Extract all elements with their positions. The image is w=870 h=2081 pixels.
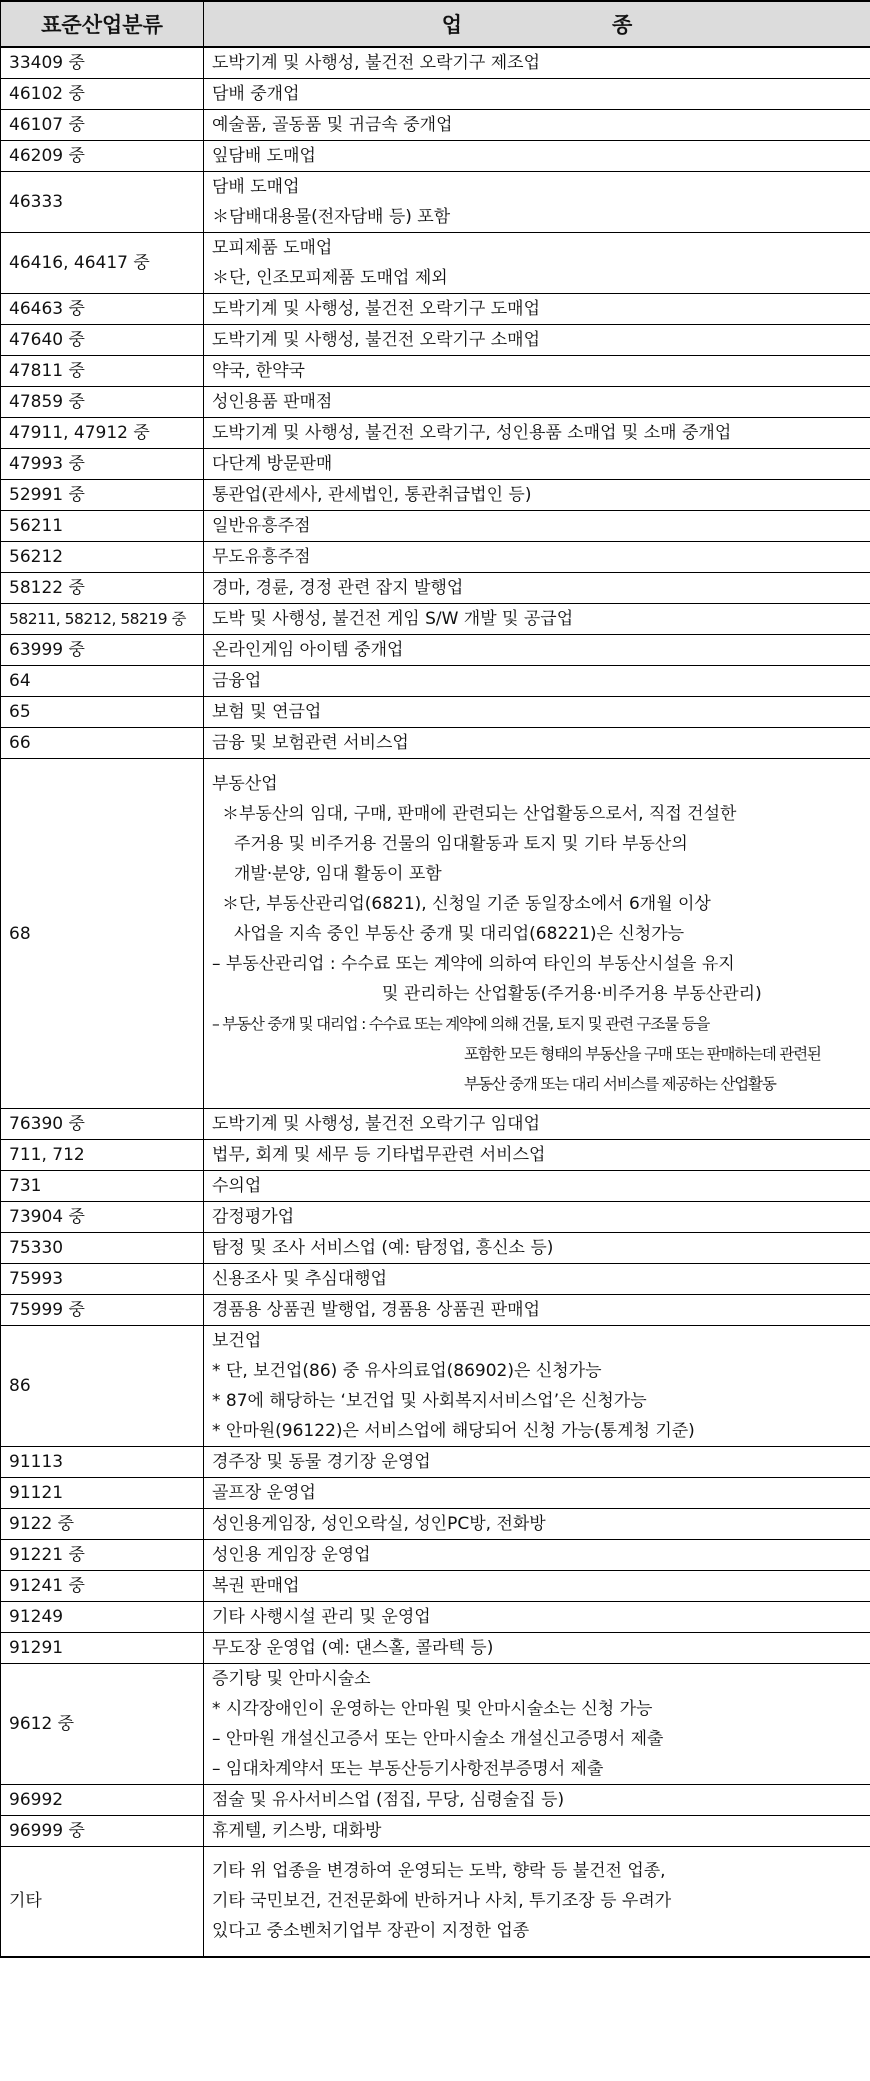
description-line: 부동산업 [212,773,278,794]
table-body [1,47,870,1957]
description-line: ＊담배대용물(전자담배 등) 포함 [212,207,451,227]
table-row [1,294,870,325]
table-row [1,1664,870,1785]
classification-code: 47859 중 [1,387,204,418]
table-row [1,480,870,511]
description-line: ＊부동산의 임대, 구매, 판매에 관련되는 산업활동으로서, 직접 건설한 [222,803,737,824]
classification-code: 58211, 58212, 58219 중 [1,604,204,635]
header-industry [204,1,870,47]
table-row [1,1264,870,1295]
description-line: 경주장 및 동물 경기장 운영업 [212,1452,431,1472]
description-line: 기타 국민보건, 건전문화에 반하거나 사치, 투기조장 등 우려가 [212,1891,672,1912]
industry-description [204,1109,870,1140]
table-row [1,1171,870,1202]
industry-description [204,233,870,294]
table-row [1,449,870,480]
industry-description [204,1664,870,1785]
industry-description [204,1202,870,1233]
industry-description [204,573,870,604]
table-row [1,110,870,141]
classification-code: 91241 중 [1,1571,204,1602]
description-line: 약국, 한약국 [212,361,305,381]
description-line: 도박기계 및 사행성, 불건전 오락기구 임대업 [212,1114,541,1134]
table-row [1,1509,870,1540]
industry-description [204,511,870,542]
classification-code: 91221 중 [1,1540,204,1571]
table-row [1,1540,870,1571]
classification-code: 86 [1,1326,204,1447]
classification-code: 46209 중 [1,141,204,172]
industry-description [204,325,870,356]
industry-description [204,1633,870,1664]
industry-description [204,1140,870,1171]
description-line: 도박기계 및 사행성, 불건전 오락기구 소매업 [212,330,541,350]
description-line: 골프장 운영업 [212,1483,316,1503]
industry-description [204,480,870,511]
description-line: 개발·분양, 임대 활동이 포함 [234,863,442,884]
table-row [1,1140,870,1171]
table-row [1,233,870,294]
industry-description [204,387,870,418]
industry-description [204,1233,870,1264]
description-line: 잎담배 도매업 [212,146,316,166]
table-row [1,1816,870,1847]
table-row [1,1478,870,1509]
industry-description [204,1602,870,1633]
classification-code: 46463 중 [1,294,204,325]
description-line: 금융업 [212,671,262,691]
classification-code: 75999 중 [1,1295,204,1326]
classification-code: 65 [1,697,204,728]
description-line: 사업을 지속 중인 부동산 중개 및 대리업(68221)은 신청가능 [234,923,685,944]
description-line: 담배 중개업 [212,84,300,104]
table-row [1,356,870,387]
classification-code: 56212 [1,542,204,573]
classification-code: 47811 중 [1,356,204,387]
description-line: 포함한 모든 형태의 부동산을 구매 또는 판매하는데 관련된 [464,1044,821,1063]
table-row [1,1233,870,1264]
classification-code: 47911, 47912 중 [1,418,204,449]
table-row [1,1633,870,1664]
description-line: 성인용품 판매점 [212,392,333,412]
table-row [1,604,870,635]
table-row [1,387,870,418]
description-line: 보건업 [212,1331,262,1351]
classification-code: 58122 중 [1,573,204,604]
industry-description [204,1295,870,1326]
industry-description [204,356,870,387]
description-line: 담배 도매업 [212,177,300,197]
industry-description [204,1571,870,1602]
industry-description [204,1540,870,1571]
table-row [1,79,870,110]
header-industry-a: 업 [441,13,462,37]
table-row [1,573,870,604]
description-line: – 부동산 중개 및 대리업 : 수수료 또는 계약에 의해 건물, 토지 및 관련 구조물 등을 [212,1014,710,1033]
description-line: 통관업(관세사, 관세법인, 통관취급법인 등) [212,485,532,505]
industry-description [204,635,870,666]
classification-code: 96999 중 [1,1816,204,1847]
description-line: 모피제품 도매업 [212,238,333,258]
description-line: * 시각장애인이 운영하는 안마원 및 안마시술소는 신청 가능 [212,1699,653,1719]
table-row [1,172,870,233]
description-line: 휴게텔, 키스방, 대화방 [212,1821,382,1841]
industry-description [204,294,870,325]
description-line: 기타 위 업종을 변경하여 운영되는 도박, 향락 등 불건전 업종, [212,1861,666,1882]
industry-description [204,728,870,759]
classification-code: 기타 [1,1847,204,1957]
description-line: 금융 및 보험관련 서비스업 [212,733,409,753]
description-line: 부동산 중개 또는 대리 서비스를 제공하는 산업활동 [464,1074,776,1093]
description-line: 일반유흥주점 [212,516,311,536]
description-line: 기타 사행시설 관리 및 운영업 [212,1607,431,1627]
description-line: 보험 및 연금업 [212,702,322,722]
classification-code: 64 [1,666,204,697]
table-row [1,1326,870,1447]
classification-code: 66 [1,728,204,759]
description-line: 다단계 방문판매 [212,454,333,474]
description-line: ＊단, 부동산관리업(6821), 신청일 기준 동일장소에서 6개월 이상 [222,893,711,914]
description-line: 복권 판매업 [212,1576,300,1596]
industry-description [204,172,870,233]
industry-description [204,449,870,480]
description-line: 도박기계 및 사행성, 불건전 오락기구, 성인용품 소매업 및 소매 중개업 [212,423,732,443]
industry-description [204,604,870,635]
table-row [1,542,870,573]
table-row [1,47,870,79]
classification-code: 73904 중 [1,1202,204,1233]
table-row [1,141,870,172]
classification-code: 56211 [1,511,204,542]
table-row [1,1571,870,1602]
table-row [1,1785,870,1816]
classification-code: 75330 [1,1233,204,1264]
header-industry-b: 종 [612,13,633,37]
classification-code: 46107 중 [1,110,204,141]
classification-code: 46416, 46417 중 [1,233,204,294]
table-row [1,697,870,728]
description-line: * 87에 해당하는 ‘보건업 및 사회복지서비스업’은 신청가능 [212,1391,647,1411]
classification-code: 731 [1,1171,204,1202]
table-row [1,418,870,449]
classification-code: 46333 [1,172,204,233]
description-line: 있다고 중소벤처기업부 장관이 지정한 업종 [212,1921,530,1942]
table-row [1,1447,870,1478]
description-line: 점술 및 유사서비스업 (점집, 무당, 심령술집 등) [212,1790,565,1810]
classification-code: 63999 중 [1,635,204,666]
description-line: 예술품, 골동품 및 귀금속 중개업 [212,115,453,135]
industry-description [204,110,870,141]
table-row [1,1202,870,1233]
header-classification: 표준산업분류 [1,1,204,47]
table-row [1,728,870,759]
description-line: 탐정 및 조사 서비스업 (예: 탐정업, 흥신소 등) [212,1238,554,1258]
industry-description [204,1816,870,1847]
classification-code: 711, 712 [1,1140,204,1171]
description-line: 증기탕 및 안마시술소 [212,1669,371,1689]
description-line: * 안마원(96122)은 서비스업에 해당되어 신청 가능(통계청 기준) [212,1421,695,1441]
industry-description [204,1509,870,1540]
description-line: 경마, 경륜, 경정 관련 잡지 발행업 [212,578,464,598]
industry-description [204,1847,870,1957]
table-row [1,511,870,542]
description-line: 성인용 게임장 운영업 [212,1545,371,1565]
table-row [1,759,870,1109]
classification-code: 96992 [1,1785,204,1816]
classification-code: 91291 [1,1633,204,1664]
industry-description [204,1447,870,1478]
industry-description [204,666,870,697]
description-line: – 부동산관리업 : 수수료 또는 계약에 의하여 타인의 부동산시설을 유지 [212,953,735,974]
description-line: 감정평가업 [212,1207,295,1227]
table-row [1,666,870,697]
classification-code: 47993 중 [1,449,204,480]
industry-description [204,1264,870,1295]
classification-code: 52991 중 [1,480,204,511]
industry-description [204,1326,870,1447]
classification-code: 91249 [1,1602,204,1633]
table-row [1,635,870,666]
description-line: 신용조사 및 추심대행업 [212,1269,388,1289]
industry-description [204,47,870,79]
description-line: – 안마원 개설신고증서 또는 안마시술소 개설신고증명서 제출 [212,1729,664,1749]
description-line: 도박기계 및 사행성, 불건전 오락기구 제조업 [212,53,541,73]
description-line: – 임대차계약서 또는 부동산등기사항전부증명서 제출 [212,1759,604,1779]
classification-code: 76390 중 [1,1109,204,1140]
industry-description [204,79,870,110]
description-line: 무도유흥주점 [212,547,311,567]
description-line: ＊단, 인조모피제품 도매업 제외 [212,268,448,288]
industry-description [204,1478,870,1509]
industry-description [204,697,870,728]
classification-code: 9612 중 [1,1664,204,1785]
industry-description [204,418,870,449]
table-row [1,325,870,356]
industry-description [204,542,870,573]
industry-description [204,1171,870,1202]
table-row [1,1109,870,1140]
description-line: 수의업 [212,1176,262,1196]
description-line: 무도장 운영업 (예: 댄스홀, 콜라텍 등) [212,1638,494,1658]
classification-code: 91121 [1,1478,204,1509]
description-line: 경품용 상품권 발행업, 경품용 상품권 판매업 [212,1300,541,1320]
classification-code: 75993 [1,1264,204,1295]
description-line: 법무, 회계 및 세무 등 기타법무관련 서비스업 [212,1145,546,1165]
classification-code: 47640 중 [1,325,204,356]
description-line: 도박기계 및 사행성, 불건전 오락기구 도매업 [212,299,541,319]
table-row [1,1847,870,1957]
description-line: 성인용게임장, 성인오락실, 성인PC방, 전화방 [212,1514,546,1534]
industry-description [204,141,870,172]
classification-code: 68 [1,759,204,1109]
classification-code: 33409 중 [1,47,204,79]
description-line: 주거용 및 비주거용 건물의 임대활동과 토지 및 기타 부동산의 [234,833,688,854]
table-row [1,1295,870,1326]
table-row [1,1602,870,1633]
classification-code: 91113 [1,1447,204,1478]
description-line: 온라인게임 아이템 중개업 [212,640,404,660]
description-line: 도박 및 사행성, 불건전 게임 S/W 개발 및 공급업 [212,609,574,629]
classification-code: 9122 중 [1,1509,204,1540]
classification-code: 46102 중 [1,79,204,110]
description-line: 및 관리하는 산업활동(주거용·비주거용 부동산관리) [382,983,762,1004]
industry-description [204,1785,870,1816]
description-line: * 단, 보건업(86) 중 유사의료업(86902)은 신청가능 [212,1361,602,1381]
industry-description [204,759,870,1109]
table-header-row [1,1,870,47]
